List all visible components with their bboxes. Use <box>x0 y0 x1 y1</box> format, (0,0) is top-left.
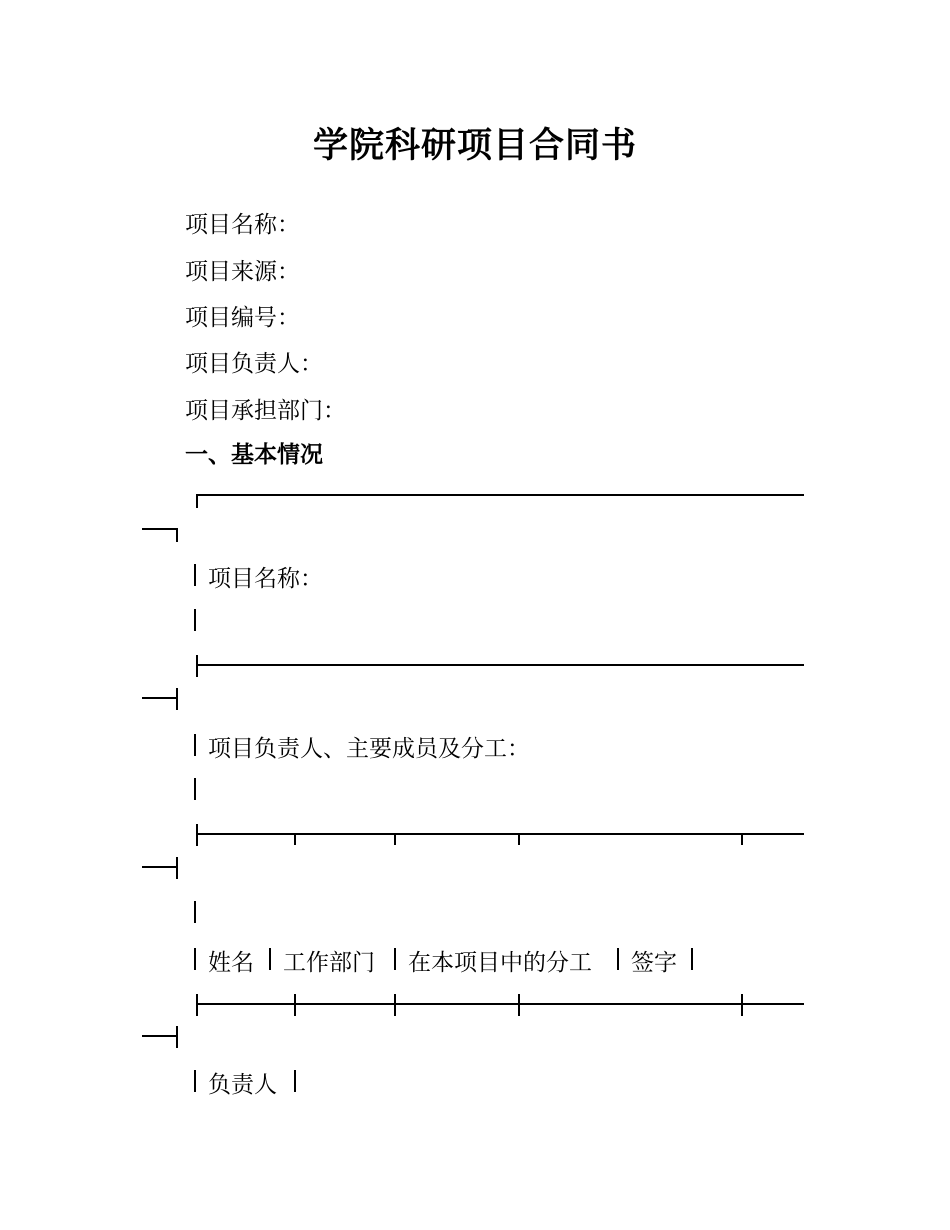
table-separator-left-tee <box>196 824 198 846</box>
cell-left-bar <box>194 564 196 586</box>
column-cross <box>741 994 743 1016</box>
column-tick <box>518 833 520 845</box>
table-separator-wrap <box>142 866 178 868</box>
column-cross <box>394 994 396 1016</box>
table-corner-top-right <box>176 528 178 542</box>
header-role: 在本项目中的分工 <box>408 950 592 976</box>
cell-left-bar <box>194 901 196 923</box>
table-border-top-wrap <box>142 528 178 530</box>
table-corner-top-left <box>196 494 198 508</box>
info-project-leader: 项目负责人： <box>185 351 323 377</box>
cell-divider <box>294 1070 296 1092</box>
document-title: 学院科研项目合同书 <box>312 126 637 166</box>
column-tick <box>741 833 743 845</box>
cell-divider <box>269 948 271 970</box>
cell-left-bar <box>194 948 196 970</box>
header-department: 工作部门 <box>283 950 375 976</box>
header-signature: 签字 <box>631 950 677 976</box>
info-project-name: 项目名称： <box>185 212 300 238</box>
column-tick <box>294 833 296 845</box>
table-separator-wrap <box>142 697 178 699</box>
row-leader-label: 负责人 <box>208 1072 277 1098</box>
cell-divider <box>617 948 619 970</box>
cell-divider <box>394 948 396 970</box>
table-separator <box>196 833 804 835</box>
table-separator <box>196 664 804 666</box>
table-separator-right-tee <box>176 857 178 879</box>
cell-left-bar <box>194 734 196 756</box>
header-name: 姓名 <box>208 950 254 976</box>
cell-left-bar <box>194 1070 196 1092</box>
table-separator-left-tee <box>196 994 198 1016</box>
table-separator-wrap <box>142 1035 178 1037</box>
row-project-name-label: 项目名称： <box>208 566 323 592</box>
table-separator-right-tee <box>176 688 178 710</box>
table-separator-left-tee <box>196 655 198 677</box>
column-cross <box>518 994 520 1016</box>
column-cross <box>294 994 296 1016</box>
info-project-source: 项目来源： <box>185 259 300 285</box>
cell-left-bar <box>194 778 196 800</box>
column-tick <box>394 833 396 845</box>
info-project-number: 项目编号： <box>185 305 300 331</box>
info-project-department: 项目承担部门： <box>185 398 346 424</box>
cell-divider <box>691 948 693 970</box>
section-basic-info-heading: 一、基本情况 <box>185 442 323 468</box>
table-border-top <box>196 494 804 496</box>
cell-left-bar <box>194 609 196 631</box>
table-separator-right-tee <box>176 1026 178 1048</box>
table-separator <box>196 1003 804 1005</box>
row-members-label: 项目负责人、主要成员及分工： <box>208 736 530 762</box>
